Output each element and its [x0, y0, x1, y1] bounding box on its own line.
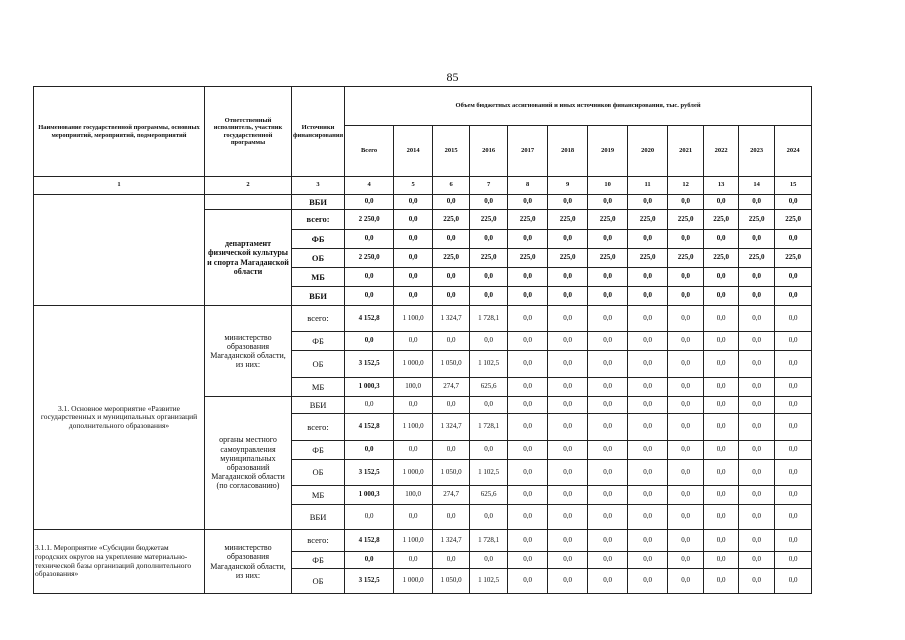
source-cell: ФБ — [292, 230, 345, 249]
value-cell: 0,0 — [775, 332, 812, 351]
value-cell: 0,0 — [628, 195, 668, 210]
total-cell: 3 152,5 — [345, 569, 394, 594]
value-cell: 0,0 — [628, 530, 668, 552]
total-cell: 0,0 — [345, 505, 394, 530]
value-cell: 0,0 — [628, 268, 668, 287]
value-cell: 0,0 — [775, 306, 812, 332]
value-cell: 0,0 — [508, 332, 548, 351]
value-cell: 0,0 — [508, 460, 548, 486]
total-cell: 3 152,5 — [345, 351, 394, 378]
value-cell: 225,0 — [548, 210, 588, 230]
value-cell: 0,0 — [508, 569, 548, 594]
header-year: 2017 — [508, 126, 548, 177]
value-cell: 1 100,0 — [394, 306, 433, 332]
value-cell: 0,0 — [739, 230, 775, 249]
executor-cell-empty — [205, 195, 292, 210]
value-cell: 0,0 — [628, 378, 668, 397]
column-number: 14 — [739, 177, 775, 195]
header-year: 2016 — [470, 126, 508, 177]
value-cell: 0,0 — [668, 351, 704, 378]
column-number: 9 — [548, 177, 588, 195]
value-cell: 0,0 — [470, 552, 508, 569]
value-cell: 0,0 — [739, 530, 775, 552]
column-number: 10 — [588, 177, 628, 195]
value-cell: 225,0 — [739, 249, 775, 268]
value-cell: 1 324,7 — [433, 530, 470, 552]
value-cell: 0,0 — [548, 195, 588, 210]
value-cell: 0,0 — [394, 268, 433, 287]
column-number: 1 — [34, 177, 205, 195]
value-cell: 225,0 — [508, 249, 548, 268]
value-cell: 0,0 — [548, 378, 588, 397]
value-cell: 0,0 — [668, 332, 704, 351]
header-name: Наименование государственной программы, основных мероприятий, мероприятий, подмероприятий — [34, 87, 205, 177]
column-number: 13 — [704, 177, 739, 195]
value-cell: 0,0 — [508, 306, 548, 332]
value-cell: 225,0 — [588, 249, 628, 268]
value-cell: 0,0 — [548, 460, 588, 486]
value-cell: 0,0 — [548, 397, 588, 414]
value-cell: 0,0 — [548, 414, 588, 441]
total-cell: 4 152,8 — [345, 306, 394, 332]
source-cell: всего: — [292, 530, 345, 552]
value-cell: 225,0 — [588, 210, 628, 230]
source-cell: МБ — [292, 268, 345, 287]
value-cell: 0,0 — [775, 268, 812, 287]
value-cell: 1 100,0 — [394, 530, 433, 552]
value-cell: 0,0 — [775, 378, 812, 397]
value-cell: 0,0 — [508, 287, 548, 306]
source-cell: ВБИ — [292, 195, 345, 210]
value-cell: 0,0 — [548, 552, 588, 569]
header-year: 2019 — [588, 126, 628, 177]
column-number: 3 — [292, 177, 345, 195]
value-cell: 0,0 — [508, 397, 548, 414]
value-cell: 0,0 — [394, 287, 433, 306]
value-cell: 0,0 — [508, 268, 548, 287]
value-cell: 0,0 — [588, 397, 628, 414]
value-cell: 0,0 — [433, 287, 470, 306]
total-cell: 3 152,5 — [345, 460, 394, 486]
value-cell: 0,0 — [588, 530, 628, 552]
value-cell: 0,0 — [548, 287, 588, 306]
value-cell: 1 050,0 — [433, 351, 470, 378]
value-cell: 0,0 — [775, 530, 812, 552]
value-cell: 0,0 — [508, 441, 548, 460]
value-cell: 0,0 — [394, 441, 433, 460]
value-cell: 0,0 — [668, 441, 704, 460]
value-cell: 0,0 — [704, 268, 739, 287]
value-cell: 0,0 — [775, 569, 812, 594]
value-cell: 0,0 — [433, 441, 470, 460]
financing-table — [33, 86, 812, 594]
column-number: 15 — [775, 177, 812, 195]
value-cell: 0,0 — [628, 552, 668, 569]
value-cell: 0,0 — [508, 505, 548, 530]
value-cell: 0,0 — [548, 268, 588, 287]
value-cell: 0,0 — [470, 268, 508, 287]
value-cell: 0,0 — [739, 414, 775, 441]
value-cell: 1 000,0 — [394, 351, 433, 378]
value-cell: 100,0 — [394, 378, 433, 397]
header-year: 2015 — [433, 126, 470, 177]
value-cell: 0,0 — [394, 249, 433, 268]
value-cell: 225,0 — [433, 249, 470, 268]
value-cell: 0,0 — [588, 378, 628, 397]
total-cell: 0,0 — [345, 332, 394, 351]
value-cell: 0,0 — [588, 287, 628, 306]
value-cell: 0,0 — [433, 230, 470, 249]
value-cell: 0,0 — [470, 397, 508, 414]
value-cell: 1 102,5 — [470, 460, 508, 486]
value-cell: 1 728,1 — [470, 414, 508, 441]
value-cell: 0,0 — [394, 552, 433, 569]
source-cell: ВБИ — [292, 397, 345, 414]
column-number: 8 — [508, 177, 548, 195]
value-cell: 225,0 — [470, 210, 508, 230]
value-cell: 225,0 — [775, 210, 812, 230]
header-year: 2021 — [668, 126, 704, 177]
value-cell: 0,0 — [588, 332, 628, 351]
value-cell: 0,0 — [704, 505, 739, 530]
program-name: 3.1.1. Мероприятие «Субсидии бюджетам городских округов на укрепление материально-технической базы организаций дополнительного образования» — [34, 530, 205, 594]
value-cell: 0,0 — [775, 460, 812, 486]
value-cell: 0,0 — [775, 441, 812, 460]
value-cell: 0,0 — [739, 306, 775, 332]
value-cell: 0,0 — [470, 230, 508, 249]
value-cell: 225,0 — [739, 210, 775, 230]
value-cell: 0,0 — [628, 569, 668, 594]
value-cell: 0,0 — [588, 230, 628, 249]
value-cell: 0,0 — [628, 505, 668, 530]
value-cell: 0,0 — [668, 195, 704, 210]
data-row — [34, 530, 812, 552]
value-cell: 0,0 — [704, 552, 739, 569]
value-cell: 0,0 — [470, 287, 508, 306]
value-cell: 0,0 — [548, 351, 588, 378]
value-cell: 0,0 — [433, 332, 470, 351]
value-cell: 0,0 — [508, 552, 548, 569]
value-cell: 0,0 — [739, 268, 775, 287]
value-cell: 0,0 — [548, 306, 588, 332]
value-cell: 0,0 — [775, 552, 812, 569]
value-cell: 225,0 — [508, 210, 548, 230]
value-cell: 0,0 — [668, 287, 704, 306]
value-cell: 0,0 — [588, 552, 628, 569]
value-cell: 0,0 — [628, 486, 668, 505]
column-number: 12 — [668, 177, 704, 195]
value-cell: 0,0 — [739, 195, 775, 210]
value-cell: 0,0 — [470, 441, 508, 460]
value-cell: 225,0 — [628, 210, 668, 230]
value-cell: 0,0 — [775, 287, 812, 306]
program-cell-empty — [34, 195, 205, 306]
column-numbers-row — [34, 177, 812, 195]
value-cell: 0,0 — [548, 505, 588, 530]
total-cell: 1 000,3 — [345, 378, 394, 397]
value-cell: 0,0 — [588, 414, 628, 441]
source-cell: МБ — [292, 378, 345, 397]
value-cell: 0,0 — [628, 441, 668, 460]
value-cell: 0,0 — [470, 505, 508, 530]
value-cell: 0,0 — [704, 306, 739, 332]
value-cell: 0,0 — [739, 332, 775, 351]
total-cell: 4 152,8 — [345, 530, 394, 552]
value-cell: 625,6 — [470, 378, 508, 397]
value-cell: 0,0 — [775, 195, 812, 210]
source-cell: всего: — [292, 414, 345, 441]
value-cell: 1 000,0 — [394, 569, 433, 594]
value-cell: 0,0 — [739, 460, 775, 486]
value-cell: 0,0 — [739, 505, 775, 530]
value-cell: 225,0 — [704, 249, 739, 268]
data-row — [34, 306, 812, 332]
value-cell: 0,0 — [704, 378, 739, 397]
value-cell: 0,0 — [508, 486, 548, 505]
value-cell: 0,0 — [739, 287, 775, 306]
source-cell: ВБИ — [292, 505, 345, 530]
value-cell: 0,0 — [548, 569, 588, 594]
value-cell: 0,0 — [775, 486, 812, 505]
value-cell: 0,0 — [668, 414, 704, 441]
value-cell: 0,0 — [394, 210, 433, 230]
header-year: 2024 — [775, 126, 812, 177]
total-cell: 4 152,8 — [345, 414, 394, 441]
column-number: 11 — [628, 177, 668, 195]
value-cell: 0,0 — [433, 195, 470, 210]
value-cell: 1 102,5 — [470, 351, 508, 378]
value-cell: 0,0 — [548, 486, 588, 505]
value-cell: 274,7 — [433, 486, 470, 505]
value-cell: 225,0 — [628, 249, 668, 268]
value-cell: 0,0 — [628, 306, 668, 332]
source-cell: ОБ — [292, 351, 345, 378]
value-cell: 0,0 — [739, 397, 775, 414]
page-number: 85 — [446, 70, 459, 84]
executor-name: органы местного самоуправления муниципальных образований Магаданской области (по согласованию) — [205, 397, 292, 530]
value-cell: 0,0 — [704, 397, 739, 414]
total-cell: 2 250,0 — [345, 210, 394, 230]
value-cell: 0,0 — [548, 230, 588, 249]
value-cell: 0,0 — [668, 552, 704, 569]
data-row — [34, 195, 812, 210]
value-cell: 0,0 — [739, 552, 775, 569]
value-cell: 0,0 — [775, 414, 812, 441]
value-cell: 0,0 — [588, 569, 628, 594]
source-cell: ОБ — [292, 569, 345, 594]
value-cell: 0,0 — [548, 530, 588, 552]
value-cell: 0,0 — [739, 378, 775, 397]
value-cell: 225,0 — [668, 210, 704, 230]
value-cell: 0,0 — [668, 268, 704, 287]
value-cell: 0,0 — [394, 505, 433, 530]
value-cell: 0,0 — [588, 460, 628, 486]
value-cell: 0,0 — [588, 441, 628, 460]
header-year: 2022 — [704, 126, 739, 177]
value-cell: 225,0 — [775, 249, 812, 268]
value-cell: 1 102,5 — [470, 569, 508, 594]
value-cell: 225,0 — [470, 249, 508, 268]
value-cell: 0,0 — [704, 569, 739, 594]
value-cell: 0,0 — [470, 195, 508, 210]
table-body — [34, 87, 812, 594]
value-cell: 0,0 — [470, 332, 508, 351]
value-cell: 0,0 — [668, 306, 704, 332]
value-cell: 0,0 — [704, 332, 739, 351]
value-cell: 0,0 — [739, 441, 775, 460]
value-cell: 0,0 — [548, 441, 588, 460]
value-cell: 0,0 — [775, 397, 812, 414]
value-cell: 0,0 — [704, 287, 739, 306]
value-cell: 0,0 — [394, 230, 433, 249]
header-source: Источники финансирования — [292, 87, 345, 177]
value-cell: 0,0 — [628, 351, 668, 378]
value-cell: 0,0 — [628, 332, 668, 351]
value-cell: 0,0 — [704, 460, 739, 486]
column-number: 4 — [345, 177, 394, 195]
header-year: 2018 — [548, 126, 588, 177]
value-cell: 0,0 — [628, 460, 668, 486]
value-cell: 225,0 — [704, 210, 739, 230]
total-cell: 1 000,3 — [345, 486, 394, 505]
source-cell: ОБ — [292, 460, 345, 486]
value-cell: 0,0 — [394, 397, 433, 414]
value-cell: 0,0 — [668, 230, 704, 249]
value-cell: 0,0 — [588, 268, 628, 287]
column-number: 2 — [205, 177, 292, 195]
value-cell: 0,0 — [588, 351, 628, 378]
source-cell: ОБ — [292, 249, 345, 268]
column-number: 6 — [433, 177, 470, 195]
source-cell: всего: — [292, 306, 345, 332]
value-cell: 0,0 — [739, 569, 775, 594]
total-cell: 0,0 — [345, 552, 394, 569]
program-name: 3.1. Основное мероприятие «Развитие государственных и муниципальных организаций дополнительного образования» — [34, 306, 205, 530]
total-cell: 0,0 — [345, 195, 394, 210]
value-cell: 625,6 — [470, 486, 508, 505]
value-cell: 0,0 — [588, 306, 628, 332]
value-cell: 0,0 — [433, 397, 470, 414]
column-number: 5 — [394, 177, 433, 195]
column-number: 7 — [470, 177, 508, 195]
value-cell: 0,0 — [704, 351, 739, 378]
value-cell: 0,0 — [394, 195, 433, 210]
value-cell: 1 050,0 — [433, 460, 470, 486]
source-cell: ВБИ — [292, 287, 345, 306]
value-cell: 0,0 — [739, 351, 775, 378]
source-cell: всего: — [292, 210, 345, 230]
value-cell: 0,0 — [668, 505, 704, 530]
value-cell: 0,0 — [704, 230, 739, 249]
value-cell: 1 050,0 — [433, 569, 470, 594]
value-cell: 225,0 — [548, 249, 588, 268]
value-cell: 1 324,7 — [433, 414, 470, 441]
value-cell: 225,0 — [433, 210, 470, 230]
value-cell: 0,0 — [668, 486, 704, 505]
total-cell: 0,0 — [345, 268, 394, 287]
value-cell: 0,0 — [739, 486, 775, 505]
value-cell: 1 728,1 — [470, 306, 508, 332]
value-cell: 0,0 — [433, 268, 470, 287]
total-cell: 0,0 — [345, 287, 394, 306]
value-cell: 0,0 — [508, 530, 548, 552]
header-row-1 — [34, 87, 812, 126]
value-cell: 0,0 — [628, 414, 668, 441]
value-cell: 0,0 — [775, 230, 812, 249]
header-year: 2014 — [394, 126, 433, 177]
value-cell: 0,0 — [668, 530, 704, 552]
source-cell: ФБ — [292, 552, 345, 569]
total-cell: 0,0 — [345, 397, 394, 414]
total-cell: 0,0 — [345, 441, 394, 460]
header-volume: Объем бюджетных ассигнований и иных источников финансирования, тыс. рублей — [345, 87, 812, 126]
total-cell: 2 250,0 — [345, 249, 394, 268]
value-cell: 0,0 — [704, 441, 739, 460]
value-cell: 0,0 — [704, 486, 739, 505]
value-cell: 0,0 — [775, 351, 812, 378]
executor-name: министерство образования Магаданской области, из них: — [205, 530, 292, 594]
value-cell: 0,0 — [628, 230, 668, 249]
value-cell: 0,0 — [628, 397, 668, 414]
value-cell: 0,0 — [628, 287, 668, 306]
value-cell: 0,0 — [394, 332, 433, 351]
header-year: 2020 — [628, 126, 668, 177]
value-cell: 0,0 — [668, 397, 704, 414]
value-cell: 1 100,0 — [394, 414, 433, 441]
value-cell: 0,0 — [508, 378, 548, 397]
source-cell: МБ — [292, 486, 345, 505]
value-cell: 1 728,1 — [470, 530, 508, 552]
value-cell: 0,0 — [668, 569, 704, 594]
value-cell: 100,0 — [394, 486, 433, 505]
value-cell: 0,0 — [668, 378, 704, 397]
source-cell: ФБ — [292, 332, 345, 351]
value-cell: 0,0 — [588, 195, 628, 210]
source-cell: ФБ — [292, 441, 345, 460]
value-cell: 0,0 — [433, 505, 470, 530]
value-cell: 1 000,0 — [394, 460, 433, 486]
executor-name: министерство образования Магаданской области, из них: — [205, 306, 292, 397]
header-total: Всего — [345, 126, 394, 177]
value-cell: 1 324,7 — [433, 306, 470, 332]
total-cell: 0,0 — [345, 230, 394, 249]
value-cell: 0,0 — [668, 460, 704, 486]
value-cell: 0,0 — [588, 505, 628, 530]
value-cell: 0,0 — [548, 332, 588, 351]
value-cell: 0,0 — [588, 486, 628, 505]
value-cell: 274,7 — [433, 378, 470, 397]
value-cell: 0,0 — [704, 195, 739, 210]
value-cell: 225,0 — [668, 249, 704, 268]
value-cell: 0,0 — [704, 414, 739, 441]
value-cell: 0,0 — [704, 530, 739, 552]
header-executor: Ответственный исполнитель, участник государственной программы — [205, 87, 292, 177]
value-cell: 0,0 — [508, 414, 548, 441]
value-cell: 0,0 — [508, 351, 548, 378]
value-cell: 0,0 — [433, 552, 470, 569]
executor-name: департамент физической культуры и спорта Магаданской области — [205, 210, 292, 306]
value-cell: 0,0 — [508, 230, 548, 249]
header-year: 2023 — [739, 126, 775, 177]
value-cell: 0,0 — [508, 195, 548, 210]
value-cell: 0,0 — [775, 505, 812, 530]
